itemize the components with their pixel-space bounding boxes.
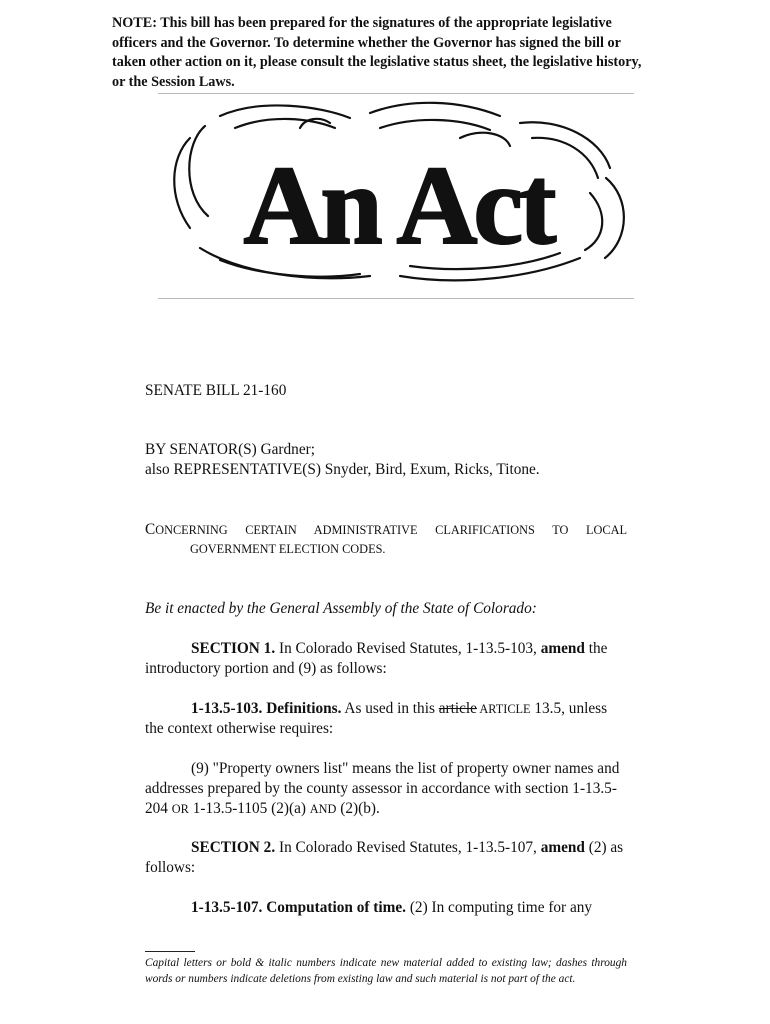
computation-heading: 1-13.5-107. Computation of time.: [191, 899, 406, 916]
enacting-clause: Be it enacted by the General Assembly of the State of Colorado:: [145, 600, 537, 617]
section-2-amend: amend: [540, 839, 585, 856]
section-2-heading: SECTION 2.: [191, 839, 276, 856]
computation-paragraph: [145, 898, 627, 918]
header-rule-top: [158, 93, 634, 94]
section-1: [145, 639, 627, 679]
item-9-text-c: (2)(b).: [336, 800, 380, 817]
section-1-amend: amend: [540, 640, 585, 657]
item-9-and: AND: [309, 802, 337, 816]
concerning-rest: ONCERNING CERTAIN ADMINISTRATIVE CLARIFICATIONS TO LOCAL: [155, 523, 627, 537]
concerning-line-1: [145, 521, 627, 539]
section-1-heading: SECTION 1.: [191, 640, 276, 657]
definitions-new-word: ARTICLE: [476, 702, 531, 716]
representatives: also REPRESENTATIVE(S) Snyder, Bird, Exum, Ricks, Titone.: [145, 461, 540, 478]
definitions-struck-word: article: [438, 700, 477, 717]
definitions-heading: 1-13.5-103. Definitions.: [191, 700, 342, 717]
header-rule-bottom: [158, 298, 634, 299]
item-9-text-b: 1-13.5-1105 (2)(a): [188, 800, 310, 817]
definitions-text-b: 13.5, unless the context otherwise requires:: [145, 700, 608, 737]
footnote-rule: [145, 951, 195, 952]
computation-text: (2) In computing time for any: [406, 899, 593, 916]
section-2-text-b: (2) as follows:: [145, 839, 624, 876]
an-act-logo: [160, 98, 636, 294]
item-9-text-a: (9) "Property owners list" means the list of property owner names and addresses prepared by the county assessor in accordance with section 1-13.5-204: [145, 760, 620, 817]
item-9-or: OR: [171, 802, 189, 816]
item-9-paragraph: [145, 759, 627, 819]
legislative-note: NOTE: This bill has been prepared for the signatures of the appropriate legislative officers and the Governor. To determine whether the Governor has signed the bill or taken other action on it, please consult the legislative status sheet, the legislative history, or the Session Laws.: [112, 15, 642, 90]
section-2-text-a: In Colorado Revised Statutes, 1-13.5-107,: [275, 839, 541, 856]
bill-number: SENATE BILL 21-160: [145, 382, 287, 399]
definitions-text-a: As used in this: [341, 700, 439, 717]
definitions-paragraph: [145, 699, 627, 739]
section-1-text-b: the introductory portion and (9) as follows:: [145, 640, 608, 677]
concerning-line-2: GOVERNMENT ELECTION CODES.: [190, 542, 386, 556]
section-2: [145, 838, 627, 878]
logo-text: An Act: [243, 144, 553, 268]
sponsors: [145, 440, 627, 480]
section-1-text-a: In Colorado Revised Statutes, 1-13.5-103,: [275, 640, 541, 657]
senators: BY SENATOR(S) Gardner;: [145, 441, 315, 458]
concerning-first-letter: C: [145, 521, 156, 538]
footnote: Capital letters or bold & italic numbers indicate new material added to existing law; dashes through words or numbers indicate deletions from existing law and such material is not part of the act.: [145, 957, 627, 985]
